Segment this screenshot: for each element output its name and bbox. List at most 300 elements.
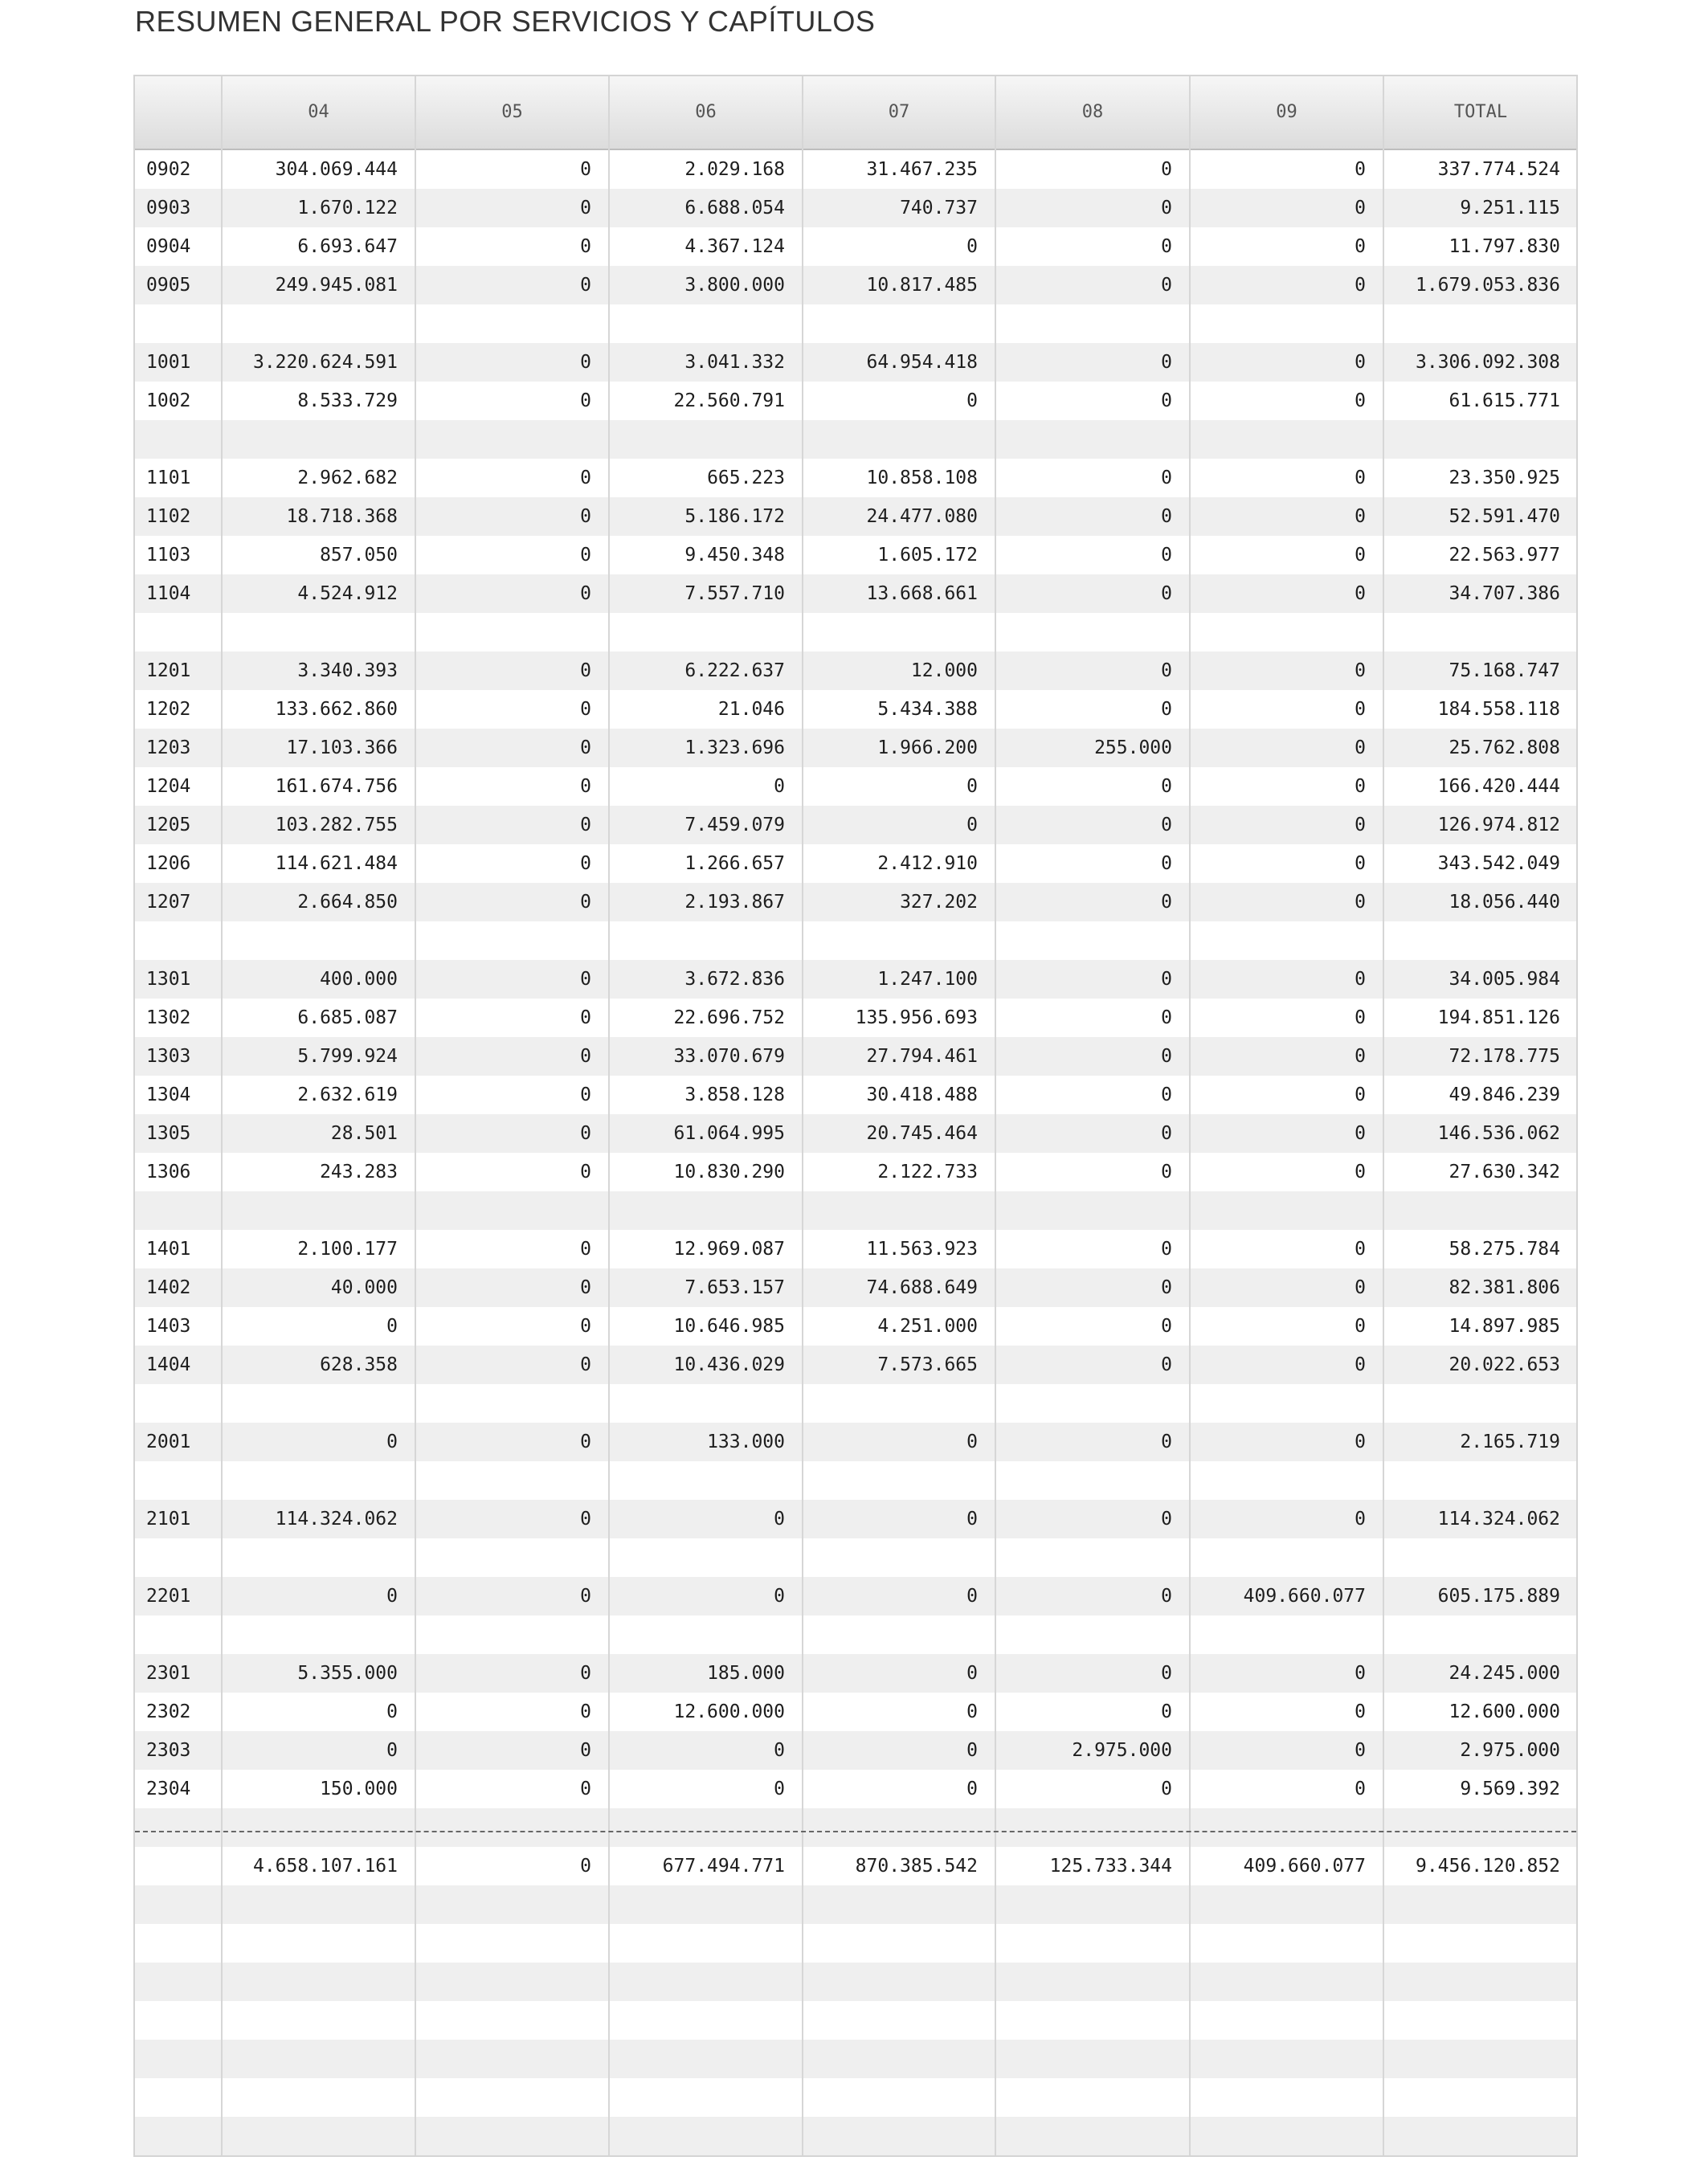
- cell-09: 0: [1355, 352, 1366, 373]
- stripe: [135, 1924, 1576, 1963]
- cell-09: 0: [1355, 468, 1366, 488]
- cell-total: 3.306.092.308: [1415, 352, 1560, 373]
- cell-09: 0: [1355, 1779, 1366, 1799]
- row-code: 1202: [146, 699, 191, 720]
- row-code: 1002: [146, 390, 191, 411]
- cell-08: 2.975.000: [1072, 1740, 1172, 1761]
- stripe: [135, 1615, 1576, 1654]
- cell-total: 34.707.386: [1449, 583, 1560, 604]
- cell-04: 3.220.624.591: [252, 352, 398, 373]
- cell-05: 0: [580, 1663, 591, 1684]
- cell-08: 0: [1161, 1663, 1172, 1684]
- cell-07: 27.794.461: [866, 1046, 978, 1067]
- cell-05: 0: [580, 1740, 591, 1761]
- cell-06: 7.653.157: [684, 1277, 785, 1298]
- cell-08: 0: [1161, 352, 1172, 373]
- row-code: 1203: [146, 737, 191, 758]
- cell-total: 343.542.049: [1437, 853, 1560, 874]
- cell-total: 22.563.977: [1449, 545, 1560, 566]
- cell-07: 74.688.649: [866, 1277, 978, 1298]
- cell-06: 61.064.995: [673, 1123, 785, 1144]
- stripe: [135, 304, 1576, 343]
- cell-06: 3.800.000: [684, 275, 785, 296]
- cell-09: 0: [1355, 583, 1366, 604]
- table-row-1103: [135, 536, 1576, 574]
- cell-06: 0: [774, 776, 785, 797]
- cell-07: 0: [966, 1779, 978, 1799]
- row-code: 1304: [146, 1084, 191, 1105]
- cell-05: 0: [580, 1316, 591, 1337]
- cell-04: 400.000: [320, 969, 398, 990]
- cell-08: 0: [1161, 892, 1172, 913]
- cell-09: 0: [1355, 1509, 1366, 1530]
- cell-06: 10.646.985: [673, 1316, 785, 1337]
- cell-total: 126.974.812: [1437, 815, 1560, 835]
- cell-09: 0: [1355, 1354, 1366, 1375]
- cell-05: 0: [580, 1432, 591, 1452]
- table-row-1203: [135, 729, 1576, 767]
- cell-09: 0: [1355, 506, 1366, 527]
- cell-09: 0: [1355, 236, 1366, 257]
- cell-total: 34.005.984: [1449, 969, 1560, 990]
- cell-07: 2.412.910: [877, 853, 978, 874]
- cell-06: 10.436.029: [673, 1354, 785, 1375]
- cell-06: 5.186.172: [684, 506, 785, 527]
- cell-total: 146.536.062: [1437, 1123, 1560, 1144]
- cell-06: 6.688.054: [684, 198, 785, 219]
- cell-08: 0: [1161, 1316, 1172, 1337]
- cell-09: 0: [1355, 1701, 1366, 1722]
- cell-07: 0: [966, 1432, 978, 1452]
- cell-05: 0: [580, 1354, 591, 1375]
- cell-08: 0: [1161, 1277, 1172, 1298]
- cell-08: 0: [1161, 1123, 1172, 1144]
- cell-06: 677.494.771: [662, 1856, 785, 1877]
- table-header: [135, 76, 1576, 150]
- table-row-0905: [135, 266, 1576, 304]
- cell-05: 0: [580, 159, 591, 180]
- cell-05: 0: [580, 1509, 591, 1530]
- row-code: 2101: [146, 1509, 191, 1530]
- cell-04: 40.000: [330, 1277, 398, 1298]
- cell-08: 0: [1161, 699, 1172, 720]
- cell-09: 0: [1355, 275, 1366, 296]
- cell-06: 0: [774, 1779, 785, 1799]
- cell-total: 20.022.653: [1449, 1354, 1560, 1375]
- cell-09: 0: [1355, 699, 1366, 720]
- cell-05: 0: [580, 1007, 591, 1028]
- cell-05: 0: [580, 1701, 591, 1722]
- cell-08: 0: [1161, 468, 1172, 488]
- cell-04: 114.621.484: [275, 853, 398, 874]
- cell-05: 0: [580, 1779, 591, 1799]
- cell-05: 0: [580, 1123, 591, 1144]
- table-row-1403: [135, 1307, 1576, 1346]
- cell-04: 133.662.860: [275, 699, 398, 720]
- cell-09: 0: [1355, 1123, 1366, 1144]
- cell-04: 2.962.682: [297, 468, 398, 488]
- cell-09: 0: [1355, 1162, 1366, 1182]
- cell-05: 0: [580, 853, 591, 874]
- row-code: 1401: [146, 1239, 191, 1260]
- cell-06: 12.600.000: [673, 1701, 785, 1722]
- cell-total: 58.275.784: [1449, 1239, 1560, 1260]
- cell-08: 0: [1161, 969, 1172, 990]
- table-row-1202: [135, 690, 1576, 729]
- row-code: 1402: [146, 1277, 191, 1298]
- cell-09: 0: [1355, 1007, 1366, 1028]
- row-code: 1204: [146, 776, 191, 797]
- table-row-1205: [135, 806, 1576, 844]
- stripe: [135, 613, 1576, 651]
- cell-04: 103.282.755: [275, 815, 398, 835]
- row-code: 0904: [146, 236, 191, 257]
- cell-05: 0: [580, 198, 591, 219]
- cell-06: 22.560.791: [673, 390, 785, 411]
- cell-04: 4.658.107.161: [252, 1856, 398, 1877]
- cell-07: 10.817.485: [866, 275, 978, 296]
- cell-total: 1.679.053.836: [1415, 275, 1560, 296]
- cell-07: 0: [966, 1740, 978, 1761]
- cell-total: 14.897.985: [1449, 1316, 1560, 1337]
- table-row-1404: [135, 1346, 1576, 1384]
- cell-06: 7.459.079: [684, 815, 785, 835]
- table-row-0903: [135, 189, 1576, 227]
- cell-07: 4.251.000: [877, 1316, 978, 1337]
- cell-total: 75.168.747: [1449, 660, 1560, 681]
- row-code: 2304: [146, 1779, 191, 1799]
- cell-08: 0: [1161, 853, 1172, 874]
- cell-04: 4.524.912: [297, 583, 398, 604]
- cell-04: 28.501: [330, 1123, 398, 1144]
- row-code: 1104: [146, 583, 191, 604]
- cell-09: 0: [1355, 1084, 1366, 1105]
- cell-04: 857.050: [320, 545, 398, 566]
- cell-08: 255.000: [1094, 737, 1172, 758]
- row-code: 1103: [146, 545, 191, 566]
- cell-06: 1.266.657: [684, 853, 785, 874]
- cell-09: 409.660.077: [1243, 1586, 1366, 1607]
- cell-07: 0: [966, 236, 978, 257]
- table-row-0904: [135, 227, 1576, 266]
- cell-07: 20.745.464: [866, 1123, 978, 1144]
- cell-08: 0: [1161, 1084, 1172, 1105]
- row-code: 2201: [146, 1586, 191, 1607]
- table-row-2303: [135, 1731, 1576, 1770]
- cell-07: 30.418.488: [866, 1084, 978, 1105]
- stripe: [135, 2155, 1576, 2157]
- table-row-1207: [135, 883, 1576, 921]
- table-row-1302: [135, 999, 1576, 1037]
- cell-total: 11.797.830: [1449, 236, 1560, 257]
- cell-04: 2.632.619: [297, 1084, 398, 1105]
- cell-08: 0: [1161, 275, 1172, 296]
- cell-04: 6.693.647: [297, 236, 398, 257]
- cell-06: 7.557.710: [684, 583, 785, 604]
- table-row-1303: [135, 1037, 1576, 1076]
- cell-09: 0: [1355, 776, 1366, 797]
- row-code: 1207: [146, 892, 191, 913]
- table-row-2201: [135, 1577, 1576, 1615]
- row-code: 2303: [146, 1740, 191, 1761]
- cell-04: 114.324.062: [275, 1509, 398, 1530]
- table-row-1301: [135, 960, 1576, 999]
- cell-08: 0: [1161, 159, 1172, 180]
- cell-07: 0: [966, 1586, 978, 1607]
- cell-08: 0: [1161, 660, 1172, 681]
- cell-05: 0: [580, 236, 591, 257]
- cell-08: 0: [1161, 1432, 1172, 1452]
- cell-09: 0: [1355, 1239, 1366, 1260]
- cell-09: 0: [1355, 1740, 1366, 1761]
- cell-total: 27.630.342: [1449, 1162, 1560, 1182]
- cell-04: 150.000: [320, 1779, 398, 1799]
- cell-07: 31.467.235: [866, 159, 978, 180]
- table-row-1401: [135, 1230, 1576, 1268]
- cell-07: 870.385.542: [855, 1856, 978, 1877]
- table-row-1306: [135, 1153, 1576, 1191]
- cell-04: 628.358: [320, 1354, 398, 1375]
- table-row-1001: [135, 343, 1576, 382]
- cell-06: 185.000: [707, 1663, 785, 1684]
- cell-07: 7.573.665: [877, 1354, 978, 1375]
- table-row-1204: [135, 767, 1576, 806]
- table-row-1002: [135, 382, 1576, 420]
- cell-05: 0: [580, 1856, 591, 1877]
- cell-total: 52.591.470: [1449, 506, 1560, 527]
- cell-07: 13.668.661: [866, 583, 978, 604]
- cell-04: 5.355.000: [297, 1663, 398, 1684]
- stripe: [135, 2078, 1576, 2117]
- cell-total: 12.600.000: [1449, 1701, 1560, 1722]
- page-title: RESUMEN GENERAL POR SERVICIOS Y CAPÍTULOS: [135, 5, 876, 38]
- cell-08: 0: [1161, 1239, 1172, 1260]
- row-code: 1404: [146, 1354, 191, 1375]
- total-separator: [135, 1831, 1576, 1832]
- cell-05: 0: [580, 390, 591, 411]
- cell-08: 0: [1161, 390, 1172, 411]
- table-row-1206: [135, 844, 1576, 883]
- cell-04: 249.945.081: [275, 275, 398, 296]
- cell-05: 0: [580, 583, 591, 604]
- stripe: [135, 921, 1576, 960]
- cell-06: 12.969.087: [673, 1239, 785, 1260]
- cell-08: 0: [1161, 1046, 1172, 1067]
- cell-05: 0: [580, 468, 591, 488]
- cell-08: 0: [1161, 583, 1172, 604]
- row-code: 1305: [146, 1123, 191, 1144]
- cell-total: 166.420.444: [1437, 776, 1560, 797]
- cell-05: 0: [580, 1084, 591, 1105]
- cell-05: 0: [580, 1046, 591, 1067]
- cell-total: 72.178.775: [1449, 1046, 1560, 1067]
- cell-08: 0: [1161, 198, 1172, 219]
- cell-total: 24.245.000: [1449, 1663, 1560, 1684]
- stripe: [135, 1384, 1576, 1423]
- table-row-0902: [135, 150, 1576, 189]
- cell-05: 0: [580, 275, 591, 296]
- cell-total: 25.762.808: [1449, 737, 1560, 758]
- cell-05: 0: [580, 545, 591, 566]
- cell-06: 665.223: [707, 468, 785, 488]
- cell-06: 0: [774, 1509, 785, 1530]
- cell-05: 0: [580, 1162, 591, 1182]
- cell-09: 0: [1355, 198, 1366, 219]
- row-code: 1101: [146, 468, 191, 488]
- cell-06: 9.450.348: [684, 545, 785, 566]
- cell-total: 18.056.440: [1449, 892, 1560, 913]
- row-code: 1102: [146, 506, 191, 527]
- cell-09: 0: [1355, 1277, 1366, 1298]
- row-code: 1301: [146, 969, 191, 990]
- table-row-2304: [135, 1770, 1576, 1808]
- cell-07: 0: [966, 1663, 978, 1684]
- table-row-1102: [135, 497, 1576, 536]
- cell-09: 0: [1355, 853, 1366, 874]
- stripe: [135, 1461, 1576, 1500]
- cell-04: 304.069.444: [275, 159, 398, 180]
- cell-07: 12.000: [910, 660, 978, 681]
- cell-04: 18.718.368: [286, 506, 398, 527]
- cell-total: 49.846.239: [1449, 1084, 1560, 1105]
- cell-total: 184.558.118: [1437, 699, 1560, 720]
- header-04: 04: [308, 102, 329, 122]
- cell-09: 0: [1355, 1046, 1366, 1067]
- cell-06: 3.041.332: [684, 352, 785, 373]
- cell-07: 0: [966, 390, 978, 411]
- cell-09: 0: [1355, 737, 1366, 758]
- cell-07: 0: [966, 776, 978, 797]
- cell-05: 0: [580, 776, 591, 797]
- cell-08: 0: [1161, 545, 1172, 566]
- cell-05: 0: [580, 660, 591, 681]
- cell-07: 64.954.418: [866, 352, 978, 373]
- cell-total: 23.350.925: [1449, 468, 1560, 488]
- cell-08: 125.733.344: [1049, 1856, 1172, 1877]
- row-code: 0903: [146, 198, 191, 219]
- cell-06: 33.070.679: [673, 1046, 785, 1067]
- header-09: 09: [1276, 102, 1297, 122]
- row-code: 1303: [146, 1046, 191, 1067]
- cell-09: 0: [1355, 390, 1366, 411]
- cell-06: 22.696.752: [673, 1007, 785, 1028]
- cell-09: 0: [1355, 815, 1366, 835]
- cell-09: 0: [1355, 545, 1366, 566]
- cell-06: 10.830.290: [673, 1162, 785, 1182]
- row-code: 2001: [146, 1432, 191, 1452]
- cell-09: 0: [1355, 1432, 1366, 1452]
- cell-total: 82.381.806: [1449, 1277, 1560, 1298]
- stripe: [135, 1808, 1576, 1847]
- cell-04: 2.100.177: [297, 1239, 398, 1260]
- cell-06: 6.222.637: [684, 660, 785, 681]
- stripe: [135, 1538, 1576, 1577]
- row-code: 1302: [146, 1007, 191, 1028]
- cell-07: 0: [966, 815, 978, 835]
- cell-08: 0: [1161, 1162, 1172, 1182]
- row-code: 2302: [146, 1701, 191, 1722]
- cell-04: 161.674.756: [275, 776, 398, 797]
- cell-07: 1.247.100: [877, 969, 978, 990]
- header-08: 08: [1081, 102, 1104, 122]
- cell-08: 0: [1161, 1779, 1172, 1799]
- cell-06: 2.193.867: [684, 892, 785, 913]
- row-code: [146, 1847, 219, 1885]
- cell-05: 0: [580, 815, 591, 835]
- cell-05: 0: [580, 1586, 591, 1607]
- cell-total: 194.851.126: [1437, 1007, 1560, 1028]
- table-row-1304: [135, 1076, 1576, 1114]
- cell-07: 0: [966, 1701, 978, 1722]
- header-total: TOTAL: [1453, 102, 1508, 122]
- table-row-1201: [135, 651, 1576, 690]
- header-07: 07: [888, 102, 910, 122]
- summary-table: [133, 75, 1578, 2157]
- table-row-2101: [135, 1500, 1576, 1538]
- cell-07: 11.563.923: [866, 1239, 978, 1260]
- cell-08: 0: [1161, 1586, 1172, 1607]
- cell-04: 1.670.122: [297, 198, 398, 219]
- cell-06: 4.367.124: [684, 236, 785, 257]
- cell-04: 0: [386, 1586, 398, 1607]
- cell-08: 0: [1161, 1007, 1172, 1028]
- cell-total: 114.324.062: [1437, 1509, 1560, 1530]
- stripe: [135, 1191, 1576, 1230]
- cell-09: 0: [1355, 660, 1366, 681]
- cell-09: 0: [1355, 1663, 1366, 1684]
- cell-06: 0: [774, 1586, 785, 1607]
- cell-04: 243.283: [320, 1162, 398, 1182]
- cell-09: 0: [1355, 1316, 1366, 1337]
- table-row-1101: [135, 459, 1576, 497]
- header-code: [135, 76, 222, 149]
- row-code: 1403: [146, 1316, 191, 1337]
- stripe: [135, 420, 1576, 459]
- cell-04: 6.685.087: [297, 1007, 398, 1028]
- row-code: 2301: [146, 1663, 191, 1684]
- cell-06: 3.858.128: [684, 1084, 785, 1105]
- cell-total: 9.456.120.852: [1415, 1856, 1560, 1877]
- cell-05: 0: [580, 969, 591, 990]
- cell-06: 1.323.696: [684, 737, 785, 758]
- table-row-2301: [135, 1654, 1576, 1693]
- cell-06: 133.000: [707, 1432, 785, 1452]
- cell-total: 605.175.889: [1437, 1586, 1560, 1607]
- cell-total: 2.165.719: [1460, 1432, 1560, 1452]
- cell-07: 24.477.080: [866, 506, 978, 527]
- cell-06: 2.029.168: [684, 159, 785, 180]
- stripe: [135, 1963, 1576, 2001]
- cell-07: 740.737: [900, 198, 978, 219]
- cell-total: 337.774.524: [1437, 159, 1560, 180]
- header-05: 05: [501, 102, 523, 122]
- cell-07: 135.956.693: [855, 1007, 978, 1028]
- cell-total: 2.975.000: [1460, 1740, 1560, 1761]
- cell-09: 0: [1355, 159, 1366, 180]
- cell-05: 0: [580, 1277, 591, 1298]
- cell-05: 0: [580, 699, 591, 720]
- cell-04: 3.340.393: [297, 660, 398, 681]
- cell-07: 5.434.388: [877, 699, 978, 720]
- cell-08: 0: [1161, 776, 1172, 797]
- table-row-1104: [135, 574, 1576, 613]
- row-code: 0902: [146, 159, 191, 180]
- cell-06: 21.046: [717, 699, 785, 720]
- cell-total: 61.615.771: [1449, 390, 1560, 411]
- total-row: [135, 1847, 1576, 1885]
- row-code: 1306: [146, 1162, 191, 1182]
- row-code: 1201: [146, 660, 191, 681]
